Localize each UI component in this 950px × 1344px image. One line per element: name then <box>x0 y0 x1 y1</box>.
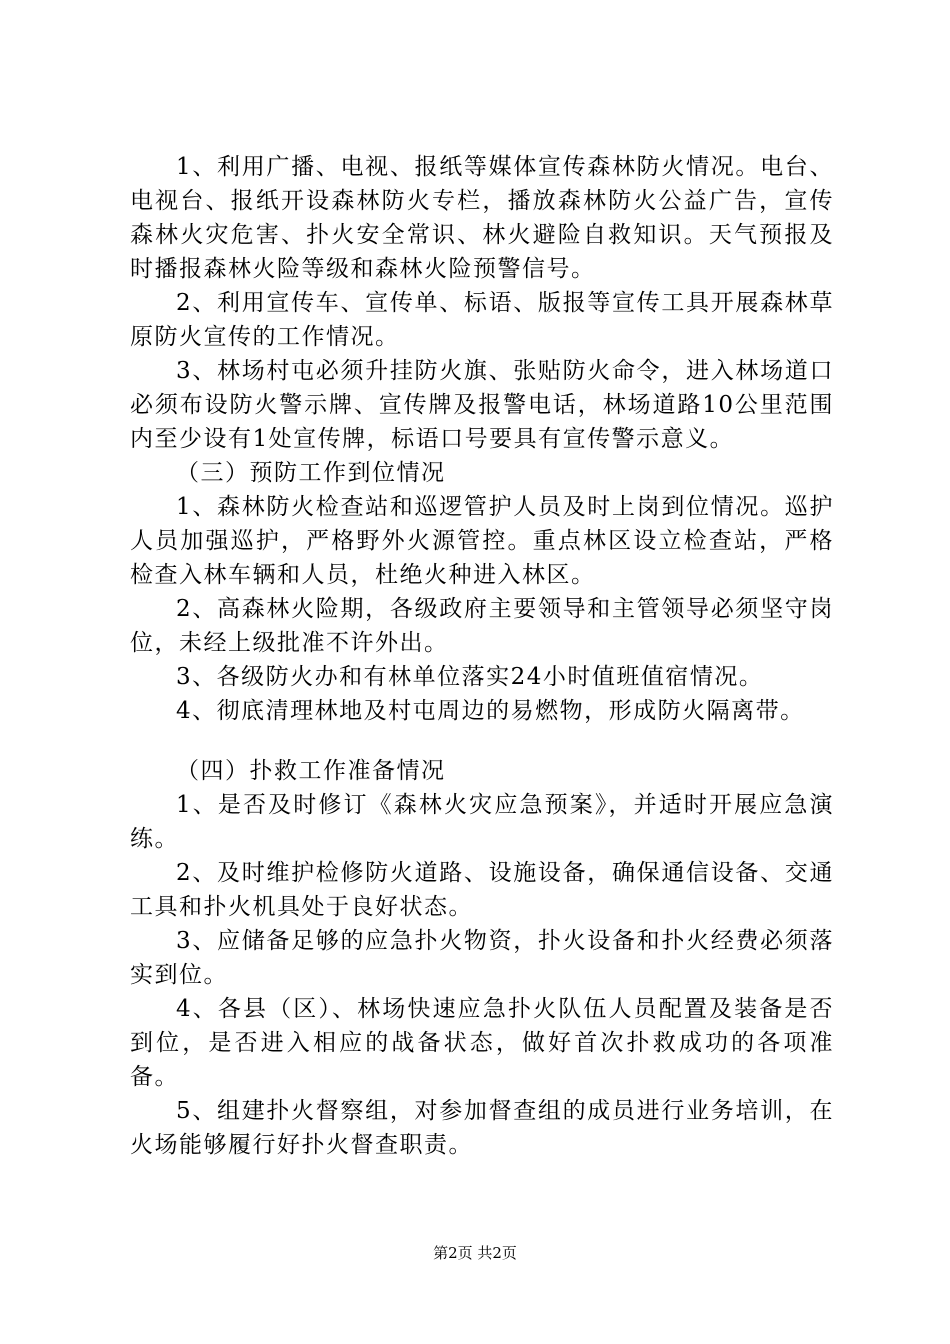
paragraph: 1、是否及时修订《森林火灾应急预案》，并适时开展应急演练。 <box>130 792 834 852</box>
paragraph-spacer <box>130 728 834 754</box>
paragraph: 2、利用宣传车、宣传单、标语、版报等宣传工具开展森林草原防火宣传的工作情况。 <box>130 290 834 350</box>
paragraph: 3、林场村屯必须升挂防火旗、张贴防火命令，进入林场道口必须布设防火警示牌、宣传牌及报警电话，林场道路10公里范围内至少设有1处宣传牌，标语口号要具有宣传警示意义。 <box>130 358 834 452</box>
section-heading: （三）预防工作到位情况 <box>176 460 446 486</box>
section-heading: （四）扑救工作准备情况 <box>176 758 446 784</box>
paragraph: 3、各级防火办和有林单位落实24小时值班值宿情况。 <box>176 664 764 690</box>
paragraph: 1、利用广播、电视、报纸等媒体宣传森林防火情况。电台、电视台、报纸开设森林防火专栏，播放森林防火公益广告，宣传森林火灾危害、扑火安全常识、林火避险自救知识。天气预报及时播报森林火险等级和森林火险预警信号。 <box>130 154 834 282</box>
paragraph: 4、各县（区）、林场快速应急扑火队伍人员配置及装备是否到位，是否进入相应的战备状态，做好首次扑救成功的各项准备。 <box>130 996 834 1090</box>
paragraph: 3、应储备足够的应急扑火物资，扑火设备和扑火经费必须落实到位。 <box>130 928 834 988</box>
paragraph: 4、彻底清理林地及村屯周边的易燃物，形成防火隔离带。 <box>176 698 805 724</box>
paragraph: 1、森林防火检查站和巡逻管护人员及时上岗到位情况。巡护人员加强巡护，严格野外火源管控。重点林区设立检查站，严格检查入林车辆和人员，杜绝火种进入林区。 <box>130 494 834 588</box>
paragraph: 2、及时维护检修防火道路、设施设备，确保通信设备、交通工具和扑火机具处于良好状态。 <box>130 860 834 920</box>
paragraph: 2、高森林火险期，各级政府主要领导和主管领导必须坚守岗位，未经上级批准不许外出。 <box>130 596 834 656</box>
page-number: 第2页 共2页 <box>433 1244 517 1262</box>
paragraph: 5、组建扑火督察组，对参加督查组的成员进行业务培训，在火场能够履行好扑火督查职责。 <box>130 1098 834 1158</box>
document-body <box>130 150 834 1162</box>
